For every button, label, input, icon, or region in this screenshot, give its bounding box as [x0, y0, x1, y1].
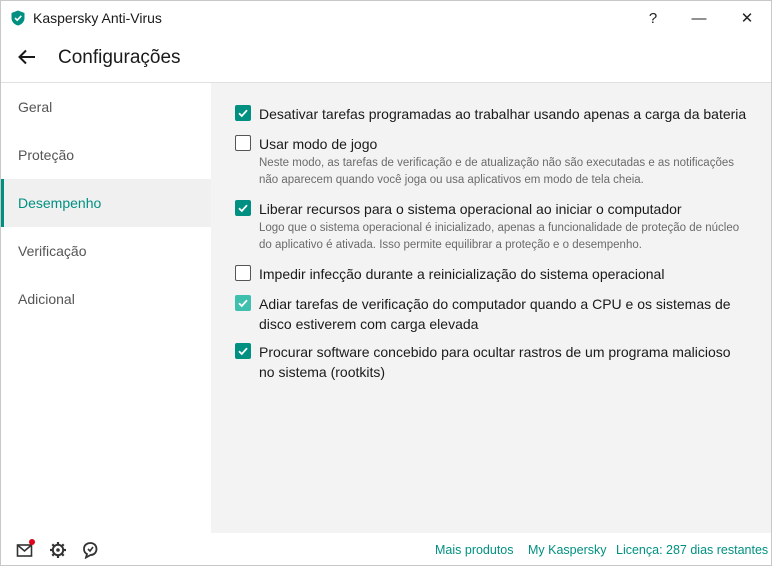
help-button[interactable]: ? — [648, 9, 658, 27]
option-checkbox[interactable] — [235, 343, 251, 359]
support-chat-icon[interactable] — [81, 541, 99, 559]
sidebar-item-geral[interactable]: Geral — [18, 99, 53, 115]
page-title: Configurações — [58, 47, 181, 68]
kaspersky-shield-icon — [11, 10, 25, 26]
sidebar-item-protecao[interactable]: Proteção — [18, 147, 75, 163]
license-link[interactable]: Licença: 287 dias restantes — [616, 543, 769, 557]
minimize-button[interactable]: — — [691, 9, 707, 27]
back-arrow-icon[interactable] — [15, 46, 39, 68]
notification-dot — [29, 539, 35, 545]
option-label[interactable]: Adiar tarefas de verificação do computador quando a CPU e os sistemas de disco estiverem com carga elevada — [259, 296, 731, 332]
more-products-link[interactable]: Mais produtos — [435, 543, 514, 557]
option-checkbox[interactable] — [235, 265, 251, 281]
checkmark-icon — [237, 345, 249, 357]
settings-content — [211, 83, 771, 533]
option-description: Neste modo, as tarefas de verificação e de atualização não são executadas e as notificações não aparecem quando você joga ou usa aplicativos em modo de tela cheia. — [259, 157, 734, 186]
sidebar-item-verificacao[interactable]: Verificação — [18, 243, 87, 259]
checkmark-icon — [237, 297, 249, 309]
my-kaspersky-link[interactable]: My Kaspersky — [528, 543, 607, 557]
sidebar-item-desempenho[interactable]: Desempenho — [1, 179, 211, 227]
option-label[interactable]: Liberar recursos para o sistema operacional ao iniciar o computador — [259, 201, 682, 217]
option-checkbox[interactable] — [235, 295, 251, 311]
option-checkbox[interactable] — [235, 200, 251, 216]
checkmark-icon — [237, 107, 249, 119]
title-bar — [1, 1, 771, 35]
checkmark-icon — [237, 202, 249, 214]
option-checkbox[interactable] — [235, 105, 251, 121]
option-description: Logo que o sistema operacional é inicializado, apenas a funcionalidade de proteção de núcleo do aplicativo é ativada. Isso permite equilibrar a proteção e o desempenho. — [259, 222, 740, 251]
option-label[interactable]: Usar modo de jogo — [259, 136, 378, 152]
option-label[interactable]: Desativar tarefas programadas ao trabalhar usando apenas a carga da bateria — [259, 106, 747, 122]
close-button[interactable]: ✕ — [740, 10, 754, 27]
gear-icon[interactable] — [49, 541, 67, 559]
option-label[interactable]: Procurar software concebido para ocultar rastros de um programa malicioso no sistema (rootkits) — [259, 344, 731, 380]
option-checkbox[interactable] — [235, 135, 251, 151]
sidebar — [1, 83, 211, 533]
footer-bar — [1, 533, 771, 565]
sidebar-item-adicional[interactable]: Adicional — [18, 291, 75, 307]
window-title: Kaspersky Anti-Virus — [33, 10, 162, 26]
option-label[interactable]: Impedir infecção durante a reinicialização do sistema operacional — [259, 266, 665, 282]
